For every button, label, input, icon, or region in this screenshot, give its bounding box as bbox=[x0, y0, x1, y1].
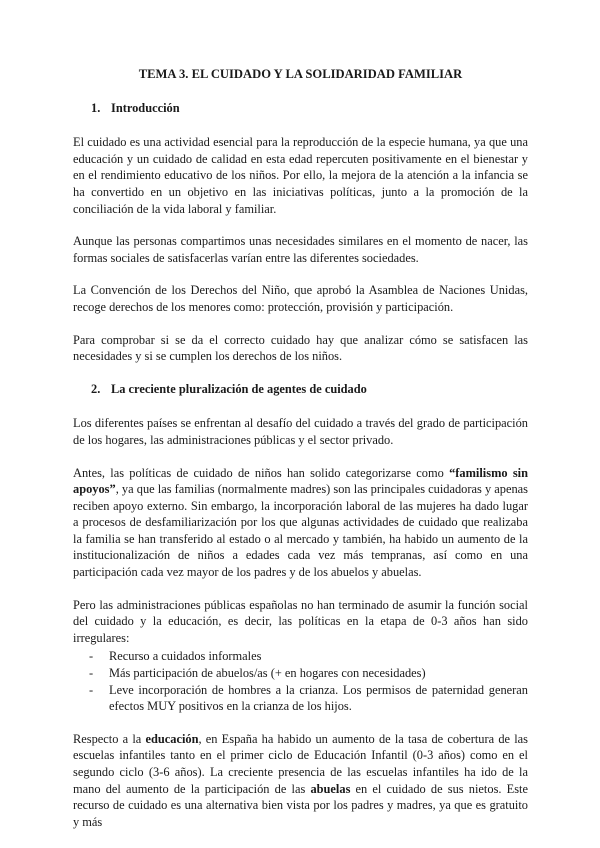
section-2-title: La creciente pluralización de agentes de cuidado bbox=[111, 381, 367, 396]
section-2-number: 2. bbox=[91, 381, 101, 396]
paragraph-text: Respecto a la bbox=[73, 731, 146, 746]
dash-list bbox=[73, 648, 528, 714]
section-2-paragraph-1: Los diferentes países se enfrentan al desafío del cuidado a través del grado de participación de los hogares, las administraciones públicas y el sector privado. bbox=[73, 416, 528, 447]
list-item: - Leve incorporación de hombres a la crianza. Los permisos de paternidad generan efectos MUY positivos en la crianza de los hijos. bbox=[109, 682, 528, 715]
document-title: TEMA 3. EL CUIDADO Y LA SOLIDARIDAD FAMILIAR bbox=[138, 67, 463, 81]
section-1-number: 1. bbox=[91, 100, 101, 115]
paragraph-text: , ya que las familias (normalmente madres) son las principales cuidadoras y apenas reciben apoyo externo. Sin embargo, la incorporación laboral de las mujeres ha dado lugar a procesos de desfamiliarización por los que algunas actividades de cuidado que realizaba la familia se han transferido al estado o al mercado y también, ha habido un aumento de la institucionalización de niños a edades cada vez más tempranas, así como en una participación cada vez mayor de los padres y de los abuelos y abuelas. bbox=[73, 482, 528, 580]
section-1-heading bbox=[91, 100, 528, 117]
list-item: - Más participación de abuelos/as (+ en hogares con necesidades) bbox=[109, 665, 528, 682]
section-1-title: Introducción bbox=[111, 100, 180, 115]
paragraph-text: , en España ha habido un aumento de la tasa de cobertura de las escuelas infantiles tanto en el primer ciclo de Educación Infantil (0-3 años) como en el segundo ciclo (3-6 años). La creciente presencia de las escuelas infantiles ha ido de la mano del aumento de la participación de las bbox=[73, 731, 528, 796]
section-1-paragraph-4: Para comprobar si se da el correcto cuidado hay que analizar cómo se satisfacen las necesidades y si se cumplen los derechos de los niños. bbox=[73, 332, 528, 364]
section-2-heading bbox=[91, 381, 528, 398]
bold-term-abuelas: abuelas bbox=[310, 781, 351, 796]
section-1-paragraph-3: La Convención de los Derechos del Niño, que aprobó la Asamblea de Naciones Unidas, recoge derechos de los menores como: protección, provisión y participación. bbox=[73, 283, 528, 314]
section-1-paragraph-1: El cuidado es una actividad esencial para la reproducción de la especie humana, ya que una educación y un cuidado de calidad en esta edad repercuten positivamente en el bienestar y en el rendimiento educativo de los niños. Por ello, la mejora de la atención a la infancia se ha convertido en un objetivo en las iniciativas políticas, junto a la promoción de la conciliación de la vida laboral y familiar. bbox=[73, 135, 528, 216]
paragraph-text: Antes, las políticas de cuidado de niños han solido categorizarse como bbox=[73, 465, 450, 480]
section-2-paragraph-4 bbox=[73, 731, 528, 831]
section-1-paragraph-2: Aunque las personas compartimos unas necesidades similares en el momento de nacer, las formas sociales de satisfacerlas varían entre las diferentes sociedades. bbox=[73, 234, 528, 265]
list-item: - Recurso a cuidados informales bbox=[109, 648, 528, 665]
bold-term-educacion: educación bbox=[145, 731, 199, 746]
section-2-paragraph-2 bbox=[73, 465, 528, 581]
section-2-paragraph-3: Pero las administraciones públicas españolas no han terminado de asumir la función social del cuidado y la educación, es decir, las políticas en la etapa de 0-3 años han sido irregulares: bbox=[73, 597, 528, 645]
paragraph-text: en el cuidado de sus nietos. Este recurso de cuidado es una alternativa bien vista por los padres y madres, ya que es gratuito y más bbox=[73, 781, 528, 829]
document-page bbox=[73, 66, 528, 846]
bold-term-familismo: “familismo sin apoyos” bbox=[73, 465, 528, 497]
